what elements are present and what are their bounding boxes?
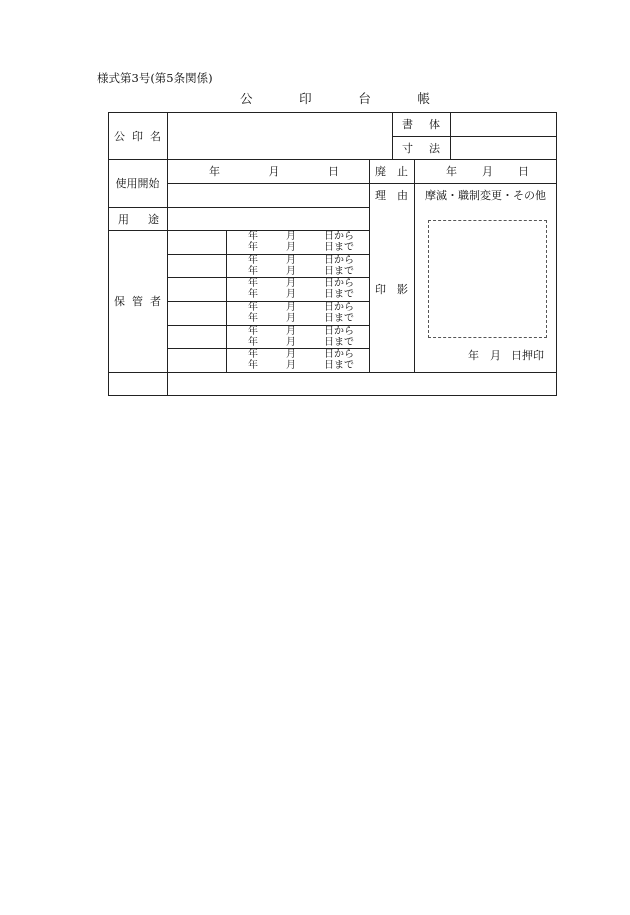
label-char: 名: [150, 129, 161, 143]
date-char: 月: [490, 349, 501, 362]
label-impression: [369, 230, 414, 348]
period-to: 日まで: [324, 266, 354, 277]
period-to: 日まで: [324, 289, 354, 300]
date-char: 月: [286, 278, 296, 289]
date-char: 年: [446, 165, 457, 178]
date-char: 月: [286, 289, 296, 300]
seal-name-field[interactable]: [167, 112, 392, 159]
label-char: 印: [375, 283, 386, 296]
seal-register-table: [108, 112, 557, 396]
label-dimensions: [392, 136, 450, 159]
page-title: [240, 89, 430, 107]
seal-impression-box[interactable]: [428, 220, 547, 338]
label-reason: [369, 183, 414, 207]
label-abolish: [369, 159, 414, 183]
label-char: 管: [132, 295, 143, 308]
date-char: 年: [209, 165, 220, 178]
date-char: 月: [286, 266, 296, 277]
date-char: 月: [286, 313, 296, 324]
start-date-field[interactable]: [167, 159, 369, 183]
date-char: 年: [248, 326, 258, 337]
label-custodian: [108, 230, 167, 372]
label-purpose: [108, 207, 167, 230]
date-char: 年: [248, 313, 258, 324]
label-char: 書: [402, 118, 413, 131]
dimensions-field[interactable]: [450, 136, 557, 159]
date-char: 月: [286, 349, 296, 360]
date-char: 月: [482, 165, 493, 178]
label-char: 由: [397, 189, 408, 202]
date-char: 月: [286, 360, 296, 371]
label-char: 用: [118, 212, 129, 226]
reason-options[interactable]: 摩滅・職制変更・その他: [425, 189, 546, 202]
start-use-extra-field[interactable]: [167, 183, 369, 207]
custodian-period-6[interactable]: [226, 349, 368, 371]
date-char: 年: [248, 360, 258, 371]
date-char: 年: [248, 231, 258, 242]
period-from: 日から: [324, 349, 354, 360]
label-char: 廃: [375, 165, 386, 178]
label-char: 理: [375, 189, 386, 202]
date-char: 月: [286, 231, 296, 242]
label-char: 影: [397, 283, 408, 296]
date-char: 年: [248, 278, 258, 289]
title-char: 公: [240, 91, 253, 106]
label-char: 止: [397, 165, 408, 178]
period-from: 日から: [324, 278, 354, 289]
custodian-period-5[interactable]: [226, 326, 368, 348]
date-char: 年: [248, 302, 258, 313]
period-to: 日まで: [324, 242, 354, 253]
date-char: 年: [468, 349, 479, 362]
footer-label-field[interactable]: [108, 372, 167, 396]
purpose-field[interactable]: [167, 207, 369, 230]
label-seal-name: [108, 112, 167, 159]
date-char: 年: [248, 255, 258, 266]
date-char: 月: [286, 302, 296, 313]
label-char: 体: [429, 118, 440, 131]
footer-note-field[interactable]: [167, 372, 557, 396]
date-char: 日押印: [511, 349, 544, 362]
period-to: 日まで: [324, 360, 354, 371]
date-char: 年: [248, 337, 258, 348]
label-char: 公: [114, 129, 125, 143]
label-char: 保: [114, 295, 125, 308]
custodian-period-4[interactable]: [226, 302, 368, 324]
label-calligraphy: [392, 112, 450, 136]
title-char: 帳: [417, 91, 430, 106]
period-from: 日から: [324, 302, 354, 313]
title-char: 台: [358, 91, 371, 106]
stamp-date: [468, 346, 557, 364]
custodian-period-1[interactable]: [226, 231, 368, 253]
label-start-use: 使用開始: [115, 177, 160, 190]
period-to: 日まで: [324, 313, 354, 324]
date-char: 年: [248, 349, 258, 360]
date-char: 年: [248, 289, 258, 300]
abolish-date-field[interactable]: [414, 159, 557, 183]
label-char: 途: [148, 212, 159, 226]
period-to: 日まで: [324, 337, 354, 348]
date-char: 月: [286, 242, 296, 253]
period-from: 日から: [324, 255, 354, 266]
date-char: 月: [286, 337, 296, 348]
date-char: 月: [286, 326, 296, 337]
label-char: 印: [132, 129, 143, 143]
title-char: 印: [299, 91, 312, 106]
date-char: 月: [268, 165, 280, 178]
period-from: 日から: [324, 231, 354, 242]
date-char: 年: [248, 242, 258, 253]
label-char: 寸: [402, 141, 413, 155]
date-char: 日: [518, 165, 529, 178]
custodian-period-3[interactable]: [226, 278, 368, 300]
date-char: 年: [248, 266, 258, 277]
custodian-period-2[interactable]: [226, 255, 368, 277]
date-char: 月: [286, 255, 296, 266]
date-char: 日: [328, 165, 339, 178]
form-id: 様式第3号(第5条関係): [97, 71, 213, 85]
label-char: 法: [429, 141, 440, 155]
label-char: 者: [150, 295, 161, 308]
period-from: 日から: [324, 326, 354, 337]
calligraphy-field[interactable]: [450, 112, 557, 136]
